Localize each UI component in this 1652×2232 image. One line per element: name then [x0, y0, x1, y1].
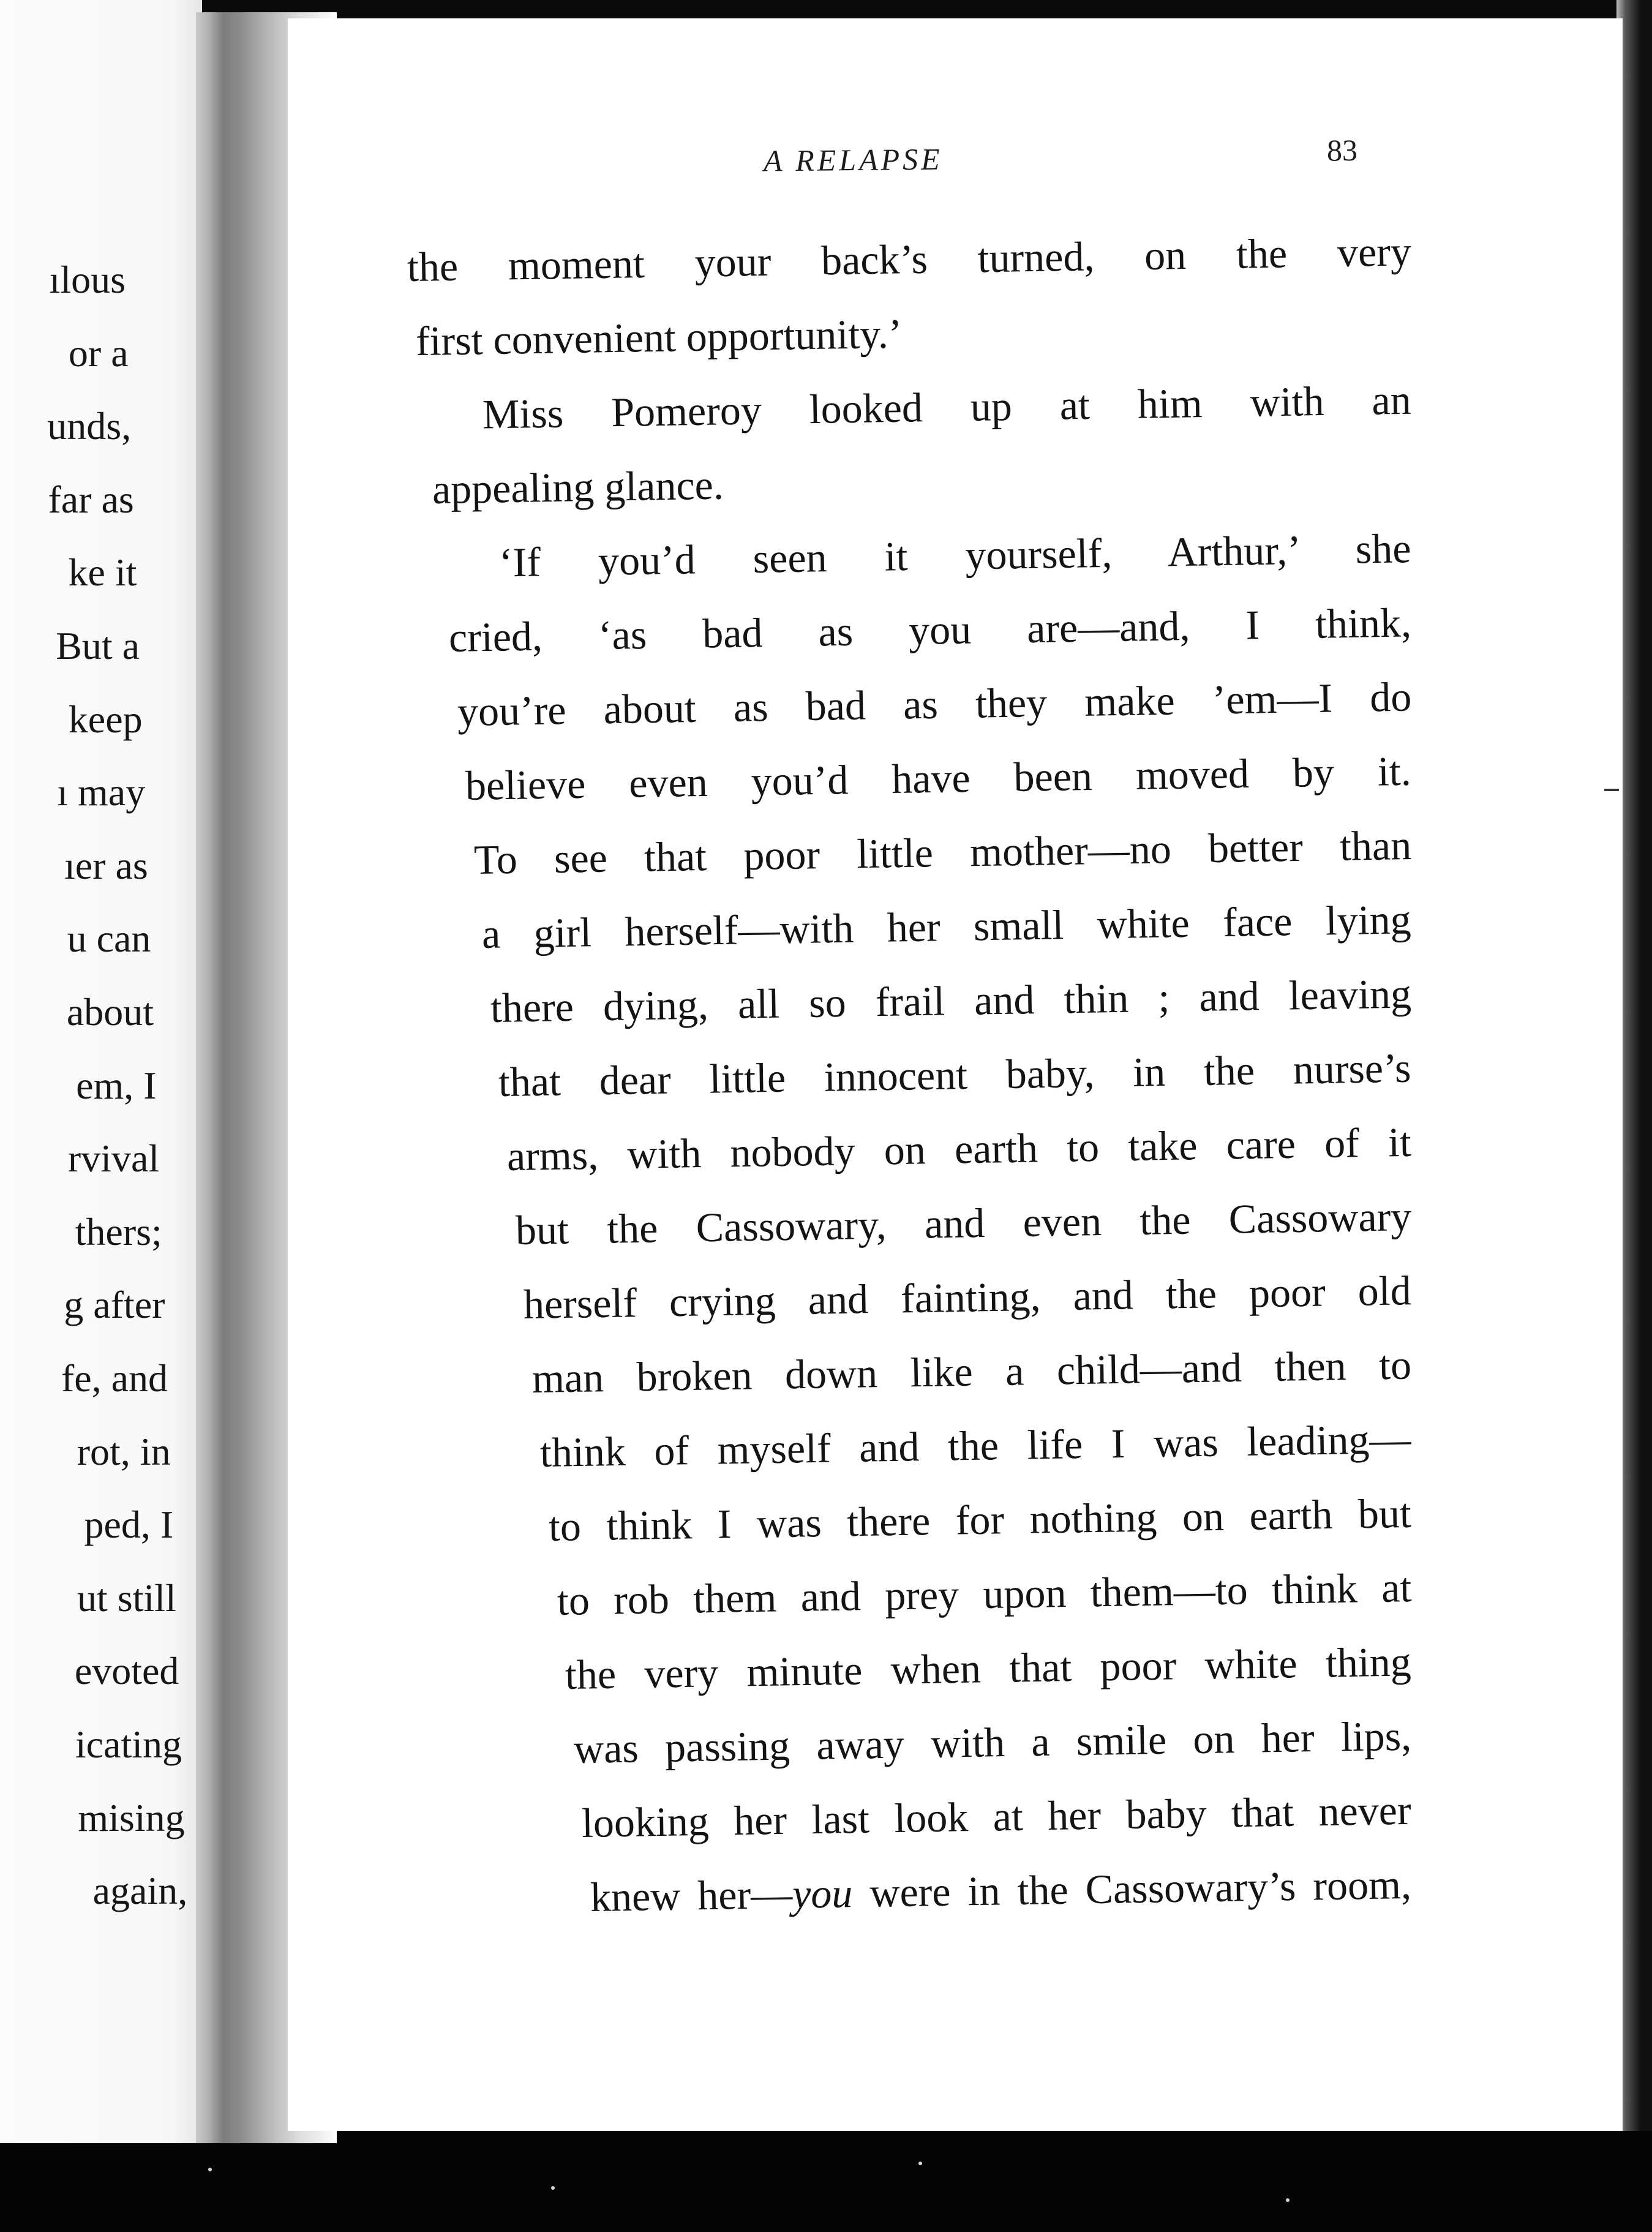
left-page-line: ılous [49, 258, 126, 301]
body-line: you’re about as bad as they make ’em—I do [456, 673, 1412, 735]
body-line: Miss Pomeroy looked up at him with an [482, 376, 1412, 438]
left-page-line: ut still [77, 1576, 176, 1620]
body-line: there dying, all so frail and thin ; and leaving [490, 970, 1412, 1031]
left-page-line: again, [92, 1869, 188, 1913]
left-page-line: ı may [57, 770, 146, 814]
body-line-text: were in the Cassowary’s room, [852, 1860, 1412, 1917]
body-line: believe even you’d have been moved by it. [465, 747, 1412, 809]
body-line: to think I was there for nothing on earth but [548, 1489, 1412, 1550]
left-page-line: ped, I [84, 1503, 174, 1547]
left-page-line: em, I [76, 1063, 157, 1107]
dust-speck [918, 2162, 922, 2165]
body-line: To see that poor little mother—no better than [473, 821, 1412, 883]
dust-speck [551, 2186, 555, 2190]
left-page-line: far as [48, 477, 134, 521]
body-line: the moment your back’s turned, on the very [407, 228, 1412, 290]
body-line: looking her last look at her baby that never [581, 1786, 1412, 1846]
left-page-line: thers; [75, 1209, 162, 1253]
italic-emphasis: you [792, 1869, 853, 1917]
dust-speck [1286, 2198, 1290, 2202]
body-line: cried, ‘as bad as you are—and, I think, [448, 599, 1412, 661]
left-page-line: about [66, 990, 154, 1034]
body-text [407, 230, 1411, 1934]
page-number: 83 [1327, 133, 1357, 167]
body-line: but the Cassowary, and even the Cassowary [515, 1193, 1412, 1253]
body-line: the very minute when that poor white thing [565, 1638, 1412, 1698]
left-page-line: evoted [74, 1649, 179, 1693]
body-line: that dear little innocent baby, in the nurse’s [498, 1044, 1412, 1105]
left-facing-page [0, 0, 202, 2143]
left-page-line: rvival [67, 1137, 160, 1181]
scan-border-bottom [0, 2131, 1652, 2232]
body-line: arms, with nobody on earth to take care of it [506, 1118, 1412, 1179]
body-line: appealing glance. [432, 461, 724, 513]
body-line: was passing away with a smile on her lips, [573, 1712, 1412, 1772]
body-line: think of myself and the life I was leading— [539, 1415, 1412, 1476]
margin-mark [1604, 789, 1619, 791]
running-head: A RELAPSE [763, 141, 943, 178]
body-line: a girl herself—with her small white face lying [481, 896, 1412, 957]
body-line [590, 1847, 1412, 1934]
dust-speck [208, 2168, 212, 2171]
body-line: herself crying and fainting, and the poor old [523, 1267, 1412, 1328]
body-line: to rob them and prey upon them—to think at [556, 1564, 1412, 1624]
left-page-line: ke it [68, 550, 137, 595]
left-page-line: icating [75, 1723, 182, 1766]
left-page-line: rot, in [77, 1429, 171, 1473]
left-page-line: mising [78, 1795, 185, 1839]
body-line: man broken down like a child—and then to [531, 1341, 1412, 1402]
left-page-line: But a [56, 624, 140, 667]
left-page-line: or a [68, 331, 129, 375]
left-page-line: unds, [47, 404, 132, 448]
left-page-line: u can [67, 917, 151, 961]
body-line: ‘If you’d seen it yourself, Arthur,’ she [498, 525, 1412, 586]
left-page-line: keep [68, 697, 143, 741]
left-page-line: ıer as [64, 843, 148, 887]
body-line: first convenient opportunity.’ [415, 310, 903, 364]
body-line-text: knew her— [590, 1870, 793, 1920]
left-page-line: g after [64, 1283, 165, 1327]
left-page-line: fe, and [61, 1356, 168, 1400]
